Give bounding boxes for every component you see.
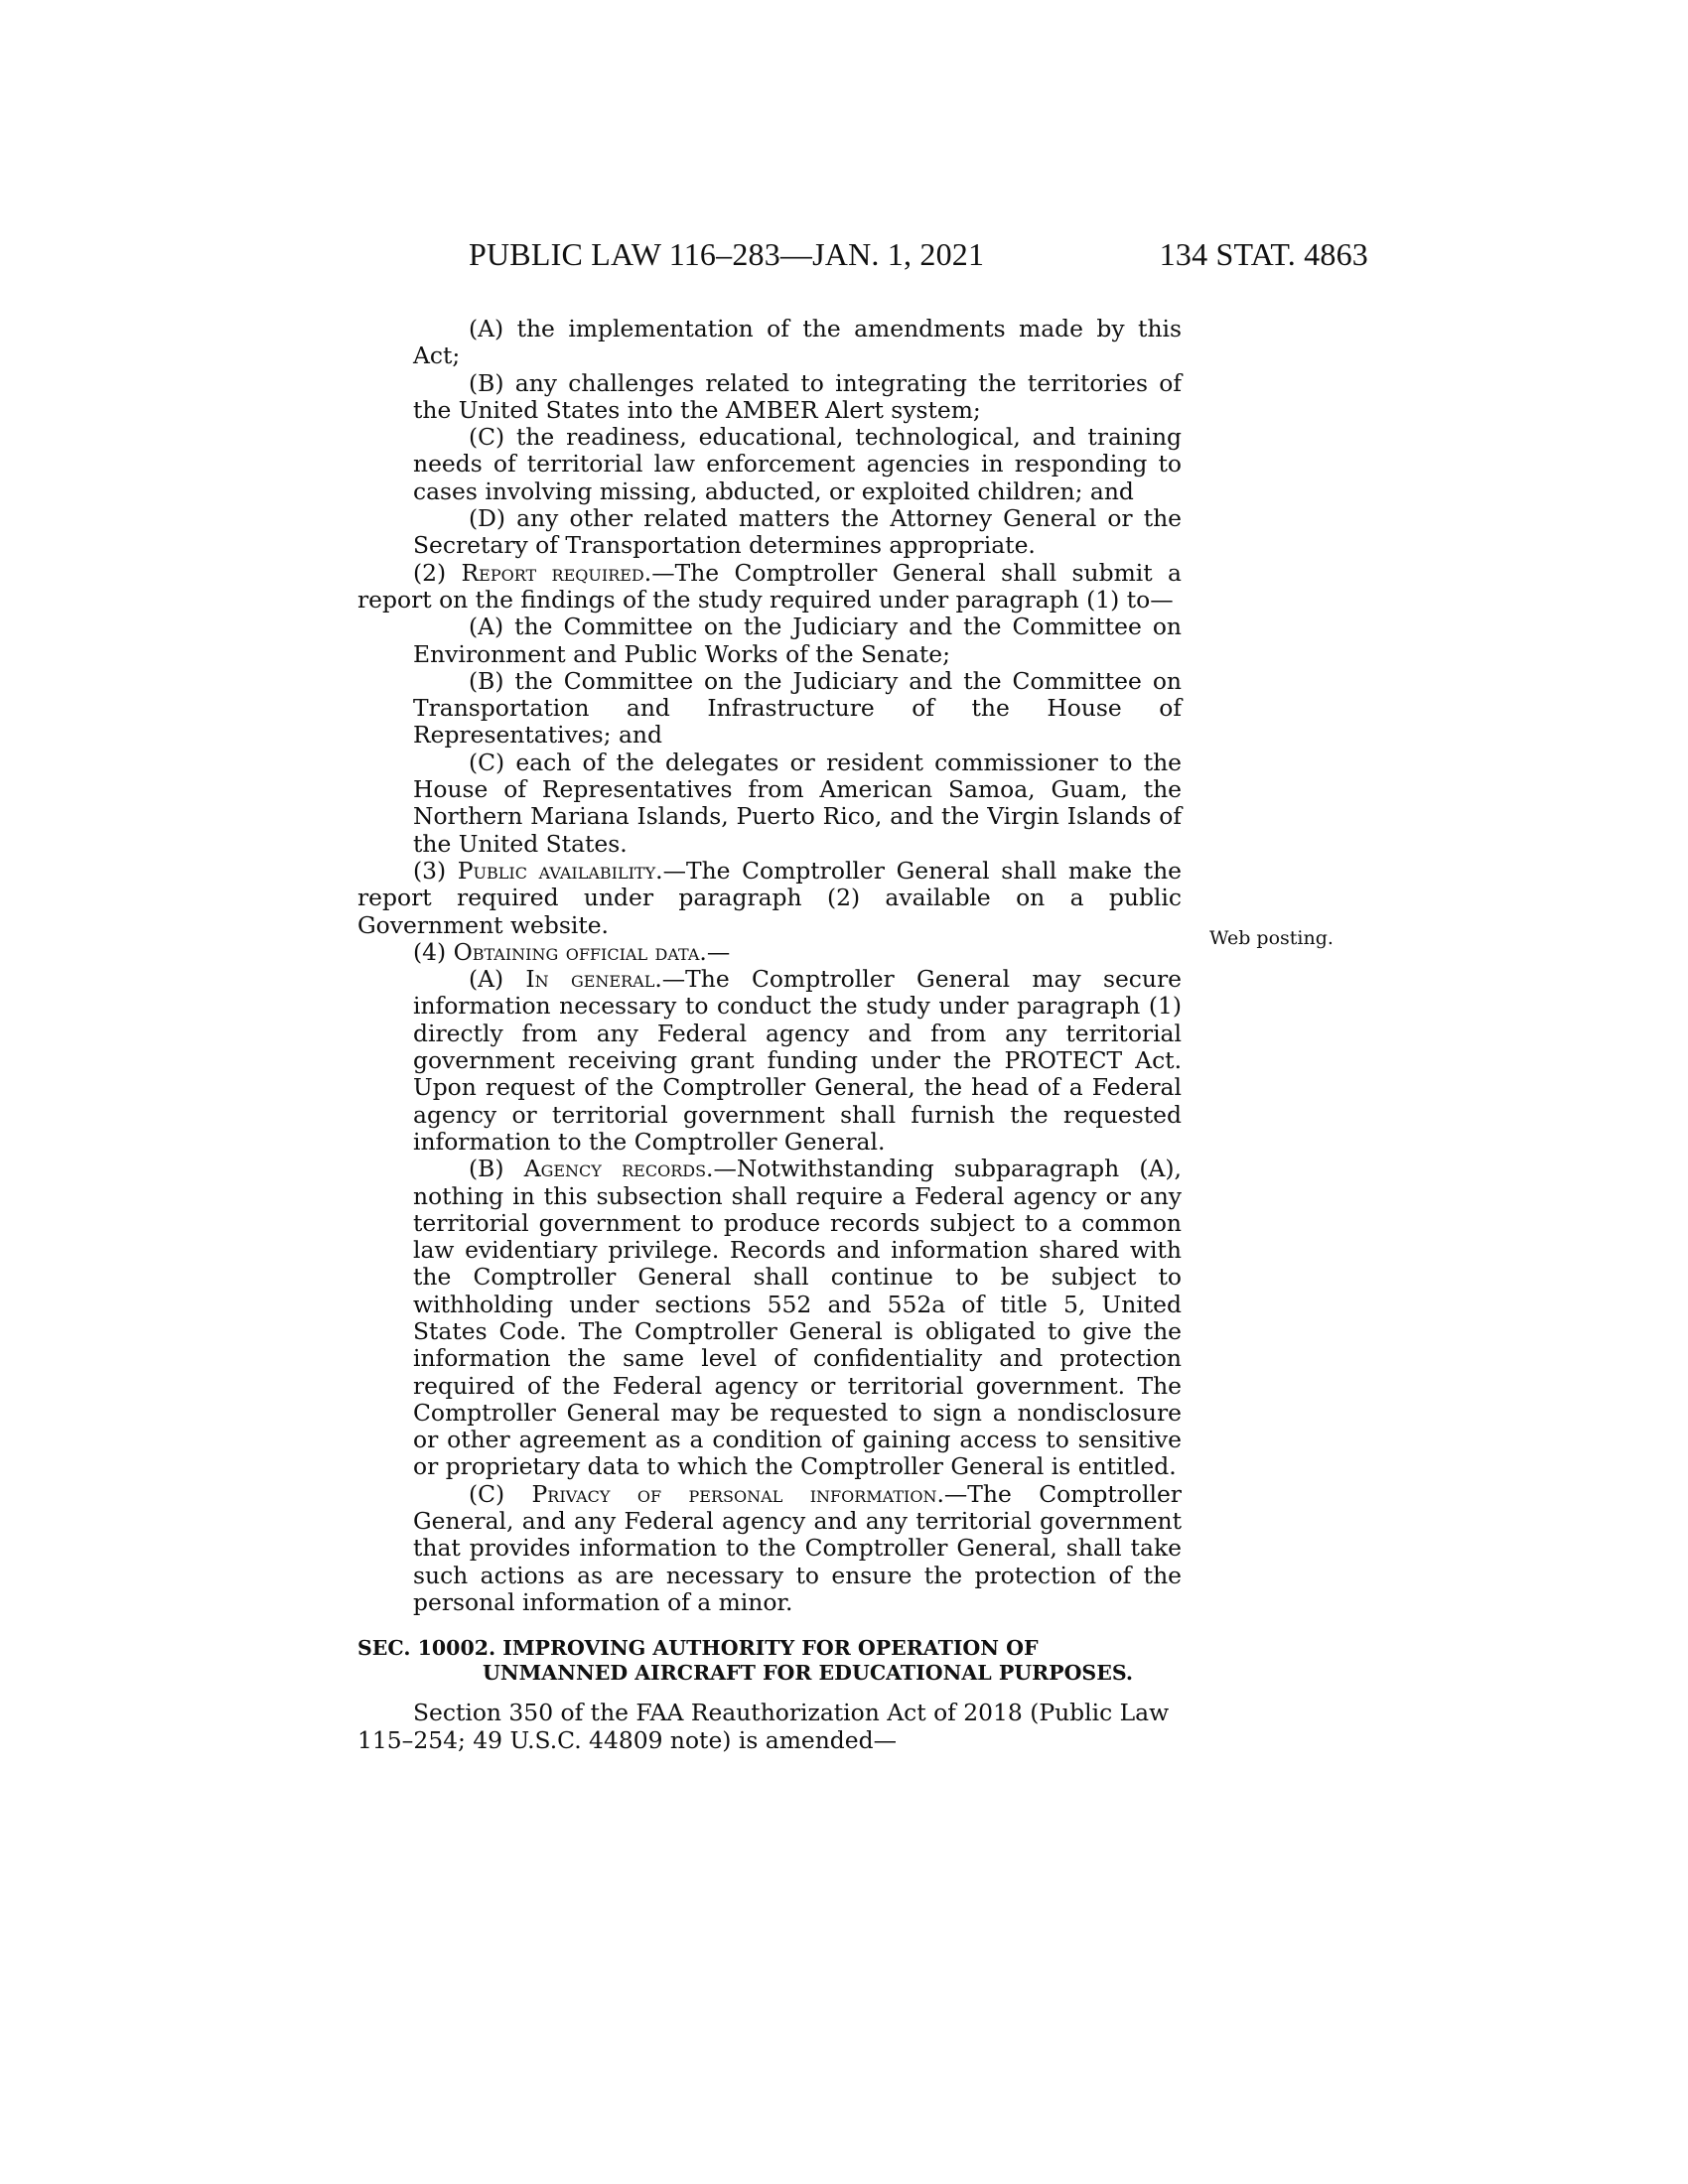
section-10002-text: Section 350 of the FAA Reauthorization Act of 2018 (Public Law 115–254; 49 U.S.C. 44809 note) is amended— xyxy=(357,1699,1170,1754)
subparagraph-c-privacy xyxy=(357,1481,1182,1616)
subparagraph-c-readiness: (C) the readiness, educational, technological, and training needs of territorial law enforcement agencies in responding to cases involving missing, abducted, or exploited children; and xyxy=(413,423,1182,505)
subparagraph-a-in-general xyxy=(357,966,1182,1156)
paragraph-heading: (2) Report required.— xyxy=(413,558,675,587)
paragraph-heading: (C) Privacy of personal information.— xyxy=(469,1479,968,1508)
paragraph-text: The Comptroller General, and any Federal agency and any territorial government that provides information to the Comptroller General, shall take such actions as are necessary to ensure the protection of the personal information of a minor. xyxy=(413,1479,1182,1616)
paragraph-2-report-required xyxy=(357,560,1182,614)
paragraph-4-obtaining-official-data xyxy=(357,939,1182,966)
paragraph-3-public-availability xyxy=(357,858,1182,939)
paragraph-text: The Comptroller General may secure information necessary to conduct the study under paragraph (1) directly from any Federal agency and from any territorial government receiving grant funding under the PROTECT Act. Upon request of the Comptroller General, the head of a Federal agency or territorial government shall furnish the requested information to the Comptroller General. xyxy=(413,965,1182,1156)
subparagraph-d-other-matters: (D) any other related matters the Attorney General or the Secretary of Transportation determines appropriate. xyxy=(413,504,1182,560)
page-number: 134 STAT. 4863 xyxy=(1159,236,1368,272)
paragraph-text: The Comptroller General shall make the report required under paragraph (2) available on a public Government website. xyxy=(357,856,1182,939)
paragraph-heading: (A) In general.— xyxy=(469,965,686,994)
paragraph-heading: (4) Obtaining official data.— xyxy=(413,937,731,966)
subparagraph-a-implementation: (A) the implementation of the amendments made by this Act; xyxy=(413,315,1182,370)
paragraph-text: The Comptroller General shall submit a report on the findings of the study required under paragraph (1) to— xyxy=(357,558,1182,614)
running-header-title: PUBLIC LAW 116–283—JAN. 1, 2021 xyxy=(469,236,985,272)
subparagraph-a-senate-committees: (A) the Committee on the Judiciary and the Committee on Environment and Public Works of the Senate; xyxy=(413,613,1182,668)
paragraph-heading: (3) Public availability.— xyxy=(413,856,686,885)
subparagraph-b-challenges: (B) any challenges related to integrating the territories of the United States into the AMBER Alert system; xyxy=(413,368,1182,424)
paragraph-heading: (B) Agency records.— xyxy=(469,1155,737,1183)
margin-note: Web posting. xyxy=(1209,927,1334,949)
section-heading: SEC. 10002. IMPROVING AUTHORITY FOR OPERATION OF UNMANNED AIRCRAFT FOR EDUCATIONAL PURPOSES. xyxy=(357,1636,1134,1686)
subparagraph-c-delegates: (C) each of the delegates or resident commissioner to the House of Representatives from American Samoa, Guam, the Northern Mariana Islands, Puerto Rico, and the Virgin Islands of the United States. xyxy=(413,748,1182,858)
document-body xyxy=(357,316,1182,1754)
subparagraph-b-agency-records xyxy=(357,1156,1182,1481)
subparagraph-b-house-committees: (B) the Committee on the Judiciary and the Committee on Transportation and Infrastructure of the House of Representatives; and xyxy=(413,666,1182,750)
paragraph-text: Notwithstanding subparagraph (A), nothing in this subsection shall require a Federal agency or any territorial government to produce records subject to a common law evidentiary privilege. Records and information shared with the Comptroller General shall continue to be subject to withholding under sections 552 and 552a of title 5, United States Code. The Comptroller General is obligated to give the information the same level of confidentiality and protection required of the Federal agency or territorial government. The Comptroller General may be requested to sign a nondisclosure or other agreement as a condition of gaining access to sensitive or proprietary data to which the Comptroller General is entitled. xyxy=(413,1155,1182,1481)
